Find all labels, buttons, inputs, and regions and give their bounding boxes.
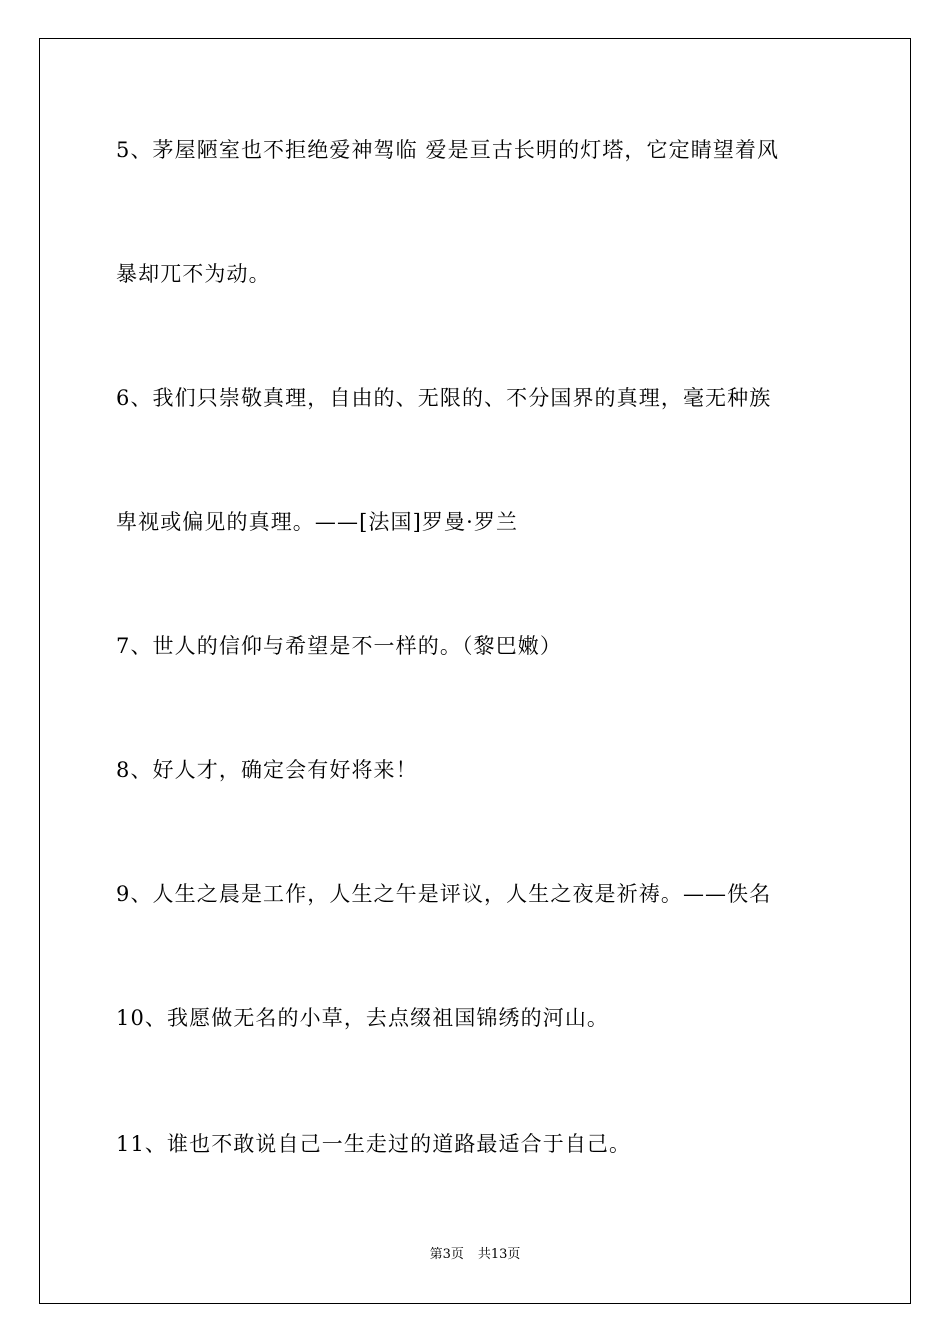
quote-7: 7、世人的信仰与希望是不一样的。（黎巴嫩） [116, 634, 562, 658]
quote-6-line-1: 6、我们只崇敬真理，自由的、无限的、不分国界的真理，毫无种族 [116, 386, 772, 410]
page-total: 共13页 [477, 1247, 521, 1262]
page-footer [0, 1246, 950, 1264]
quote-6-line-2: 卑视或偏见的真理。——[法国]罗曼·罗兰 [116, 510, 519, 534]
quote-8: 8、好人才，确定会有好将来！ [116, 758, 418, 782]
quote-11: 11、谁也不敢说自己一生走过的道路最适合于自己。 [116, 1132, 632, 1156]
quote-5-line-1: 5、茅屋陋室也不拒绝爱神驾临 爱是亘古长明的灯塔，它定睛望着风 [116, 138, 780, 162]
page-border [39, 38, 911, 1304]
page-number: 第3页 [429, 1247, 464, 1262]
quote-10: 10、我愿做无名的小草，去点缀祖国锦绣的河山。 [116, 1006, 610, 1030]
quote-9: 9、人生之晨是工作，人生之午是评议，人生之夜是祈祷。——佚名 [116, 882, 772, 906]
quote-5-line-2: 暴却兀不为动。 [116, 262, 271, 286]
